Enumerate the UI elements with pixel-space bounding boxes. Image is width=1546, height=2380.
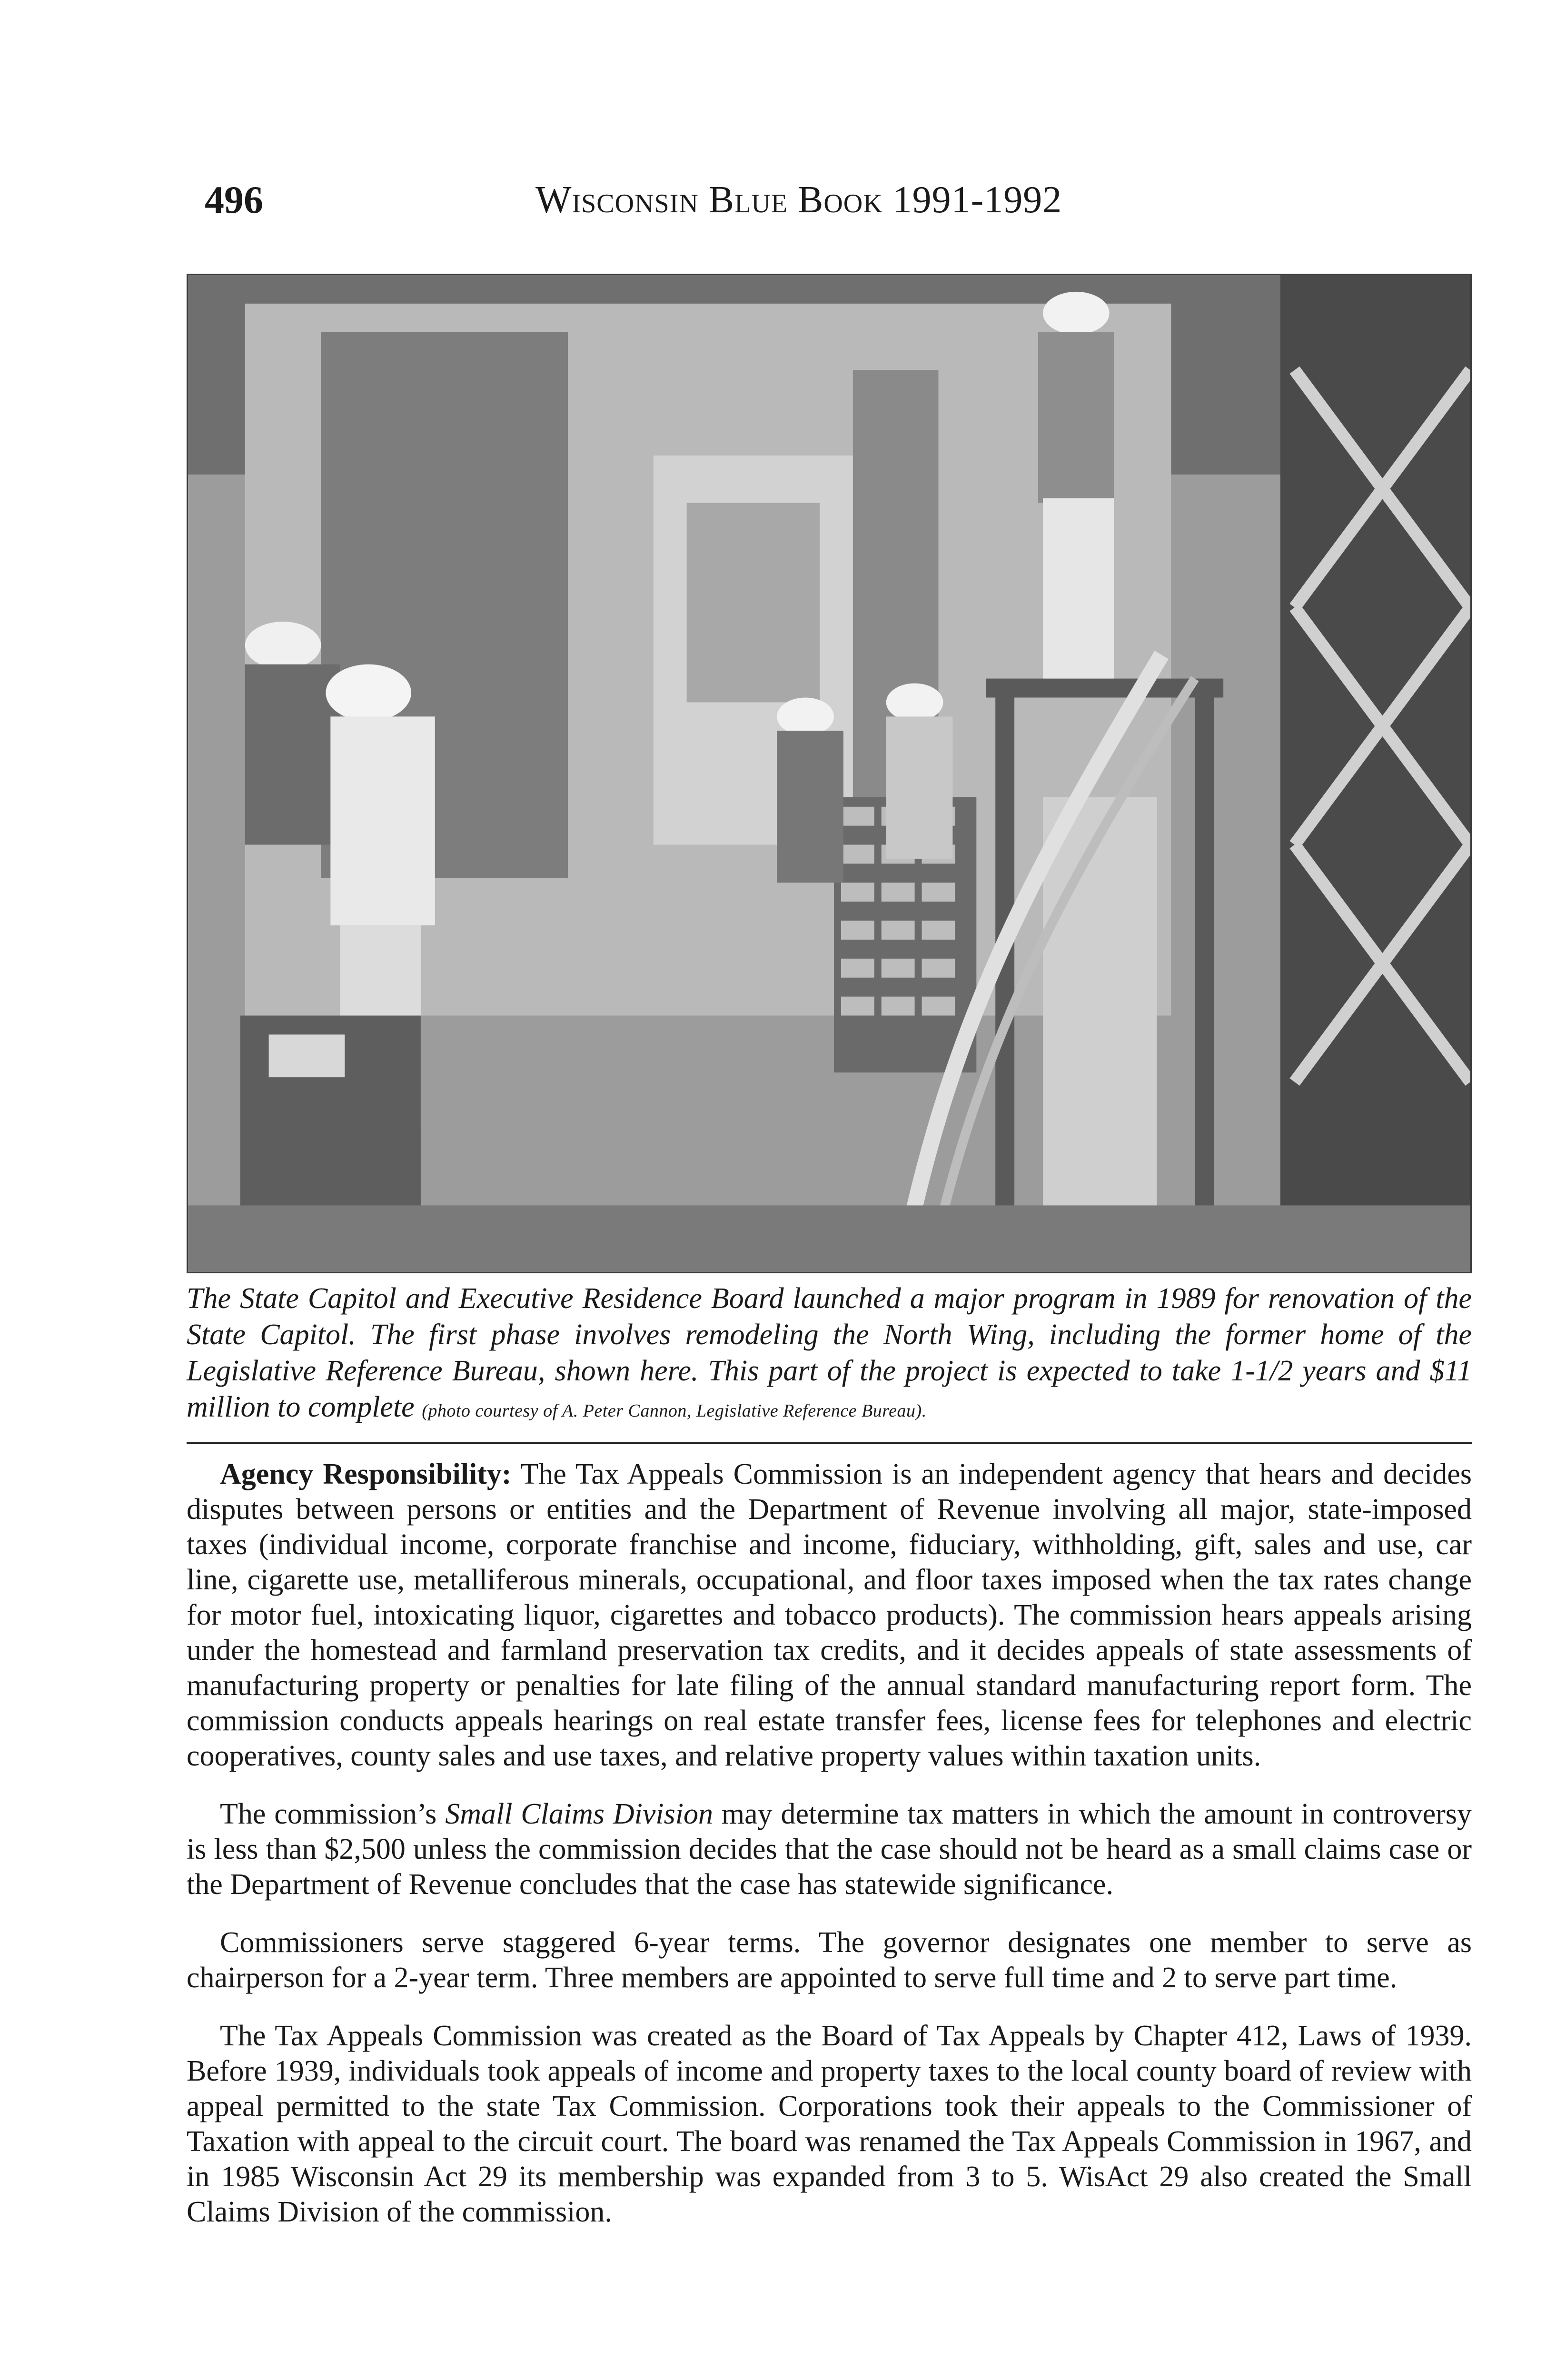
body-text — [187, 1457, 1472, 2252]
paragraph-text: The commission’s — [220, 1798, 437, 1830]
page-header — [0, 171, 1546, 228]
lead-heading: Agency Responsibility: — [220, 1458, 512, 1490]
caption-text: The State Capitol and Executive Residence Board launched a major program in 1989 for renovation of the State Capitol. The first phase involves remodeling the North Wing, including the former home of the Legislative Reference Bureau, shown here. This part of the project is expected to take 1-1/2 years and $11 million to complete — [187, 1282, 1472, 1423]
emphasis-small-claims-division: Small Claims Division — [445, 1798, 713, 1830]
paragraph-text: may determine tax matters in which the amount in controversy is less than $2,500 unless the commission decides that the case should not be heard as a small claims case or the Department of Revenue concludes that the case has statewide significance. — [187, 1798, 1472, 1901]
paragraph-agency-responsibility — [187, 1457, 1472, 1774]
construction-photo — [187, 274, 1472, 1273]
paragraph-text: The Tax Appeals Commission is an independent agency that hears and decides disputes between persons or entities and the Department of Revenue involving all major, state-imposed taxes (individual income, corporate franchise and income, fiduciary, withholding, gift, sales and use, car line, cigarette use, metalliferous minerals, occupational, and floor taxes imposed when the tax rates change for motor fuel, intoxicating liquor, cigarettes and tobacco products). The commission hears appeals arising under the homestead and farmland preservation tax credits, and it decides appeals of state assessments of manufacturing property or penalties for late filing of the annual standard manufacturing report form. The commission conducts appeals hearings on real estate transfer fees, license fees for telephones and electric cooperatives, county sales and use taxes, and relative property values within taxation units. — [187, 1458, 1472, 1772]
photo-credit: (photo courtesy of A. Peter Cannon, Legislative Reference Bureau). — [422, 1401, 927, 1421]
page-number: 496 — [205, 178, 263, 221]
construction-photo-illustration — [188, 275, 1470, 1272]
running-head: Wisconsin Blue Book 1991-1992 — [535, 179, 1062, 221]
paragraph-history: The Tax Appeals Commission was created as the Board of Tax Appeals by Chapter 412, Laws of 1939. Before 1939, individuals took appeals of income and property taxes to the local county board of review with appeal permitted to the state Tax Commission. Corporations took their appeals to the Commissioner of Taxation with appeal to the circuit court. The board was renamed the Tax Appeals Commission in 1967, and in 1985 Wisconsin Act 29 its membership was expanded from 3 to 5. WisAct 29 also created the Small Claims Division of the commission. — [187, 2020, 1472, 2228]
paragraph-commissioners: Commissioners serve staggered 6-year terms. The governor designates one member to serve as chairperson for a 2-year term. Three members are appointed to serve full time and 2 to serve part time. — [187, 1926, 1472, 1994]
photo-caption — [187, 1280, 1472, 1429]
paragraph-small-claims — [187, 1796, 1472, 1902]
section-divider — [187, 1442, 1472, 1444]
